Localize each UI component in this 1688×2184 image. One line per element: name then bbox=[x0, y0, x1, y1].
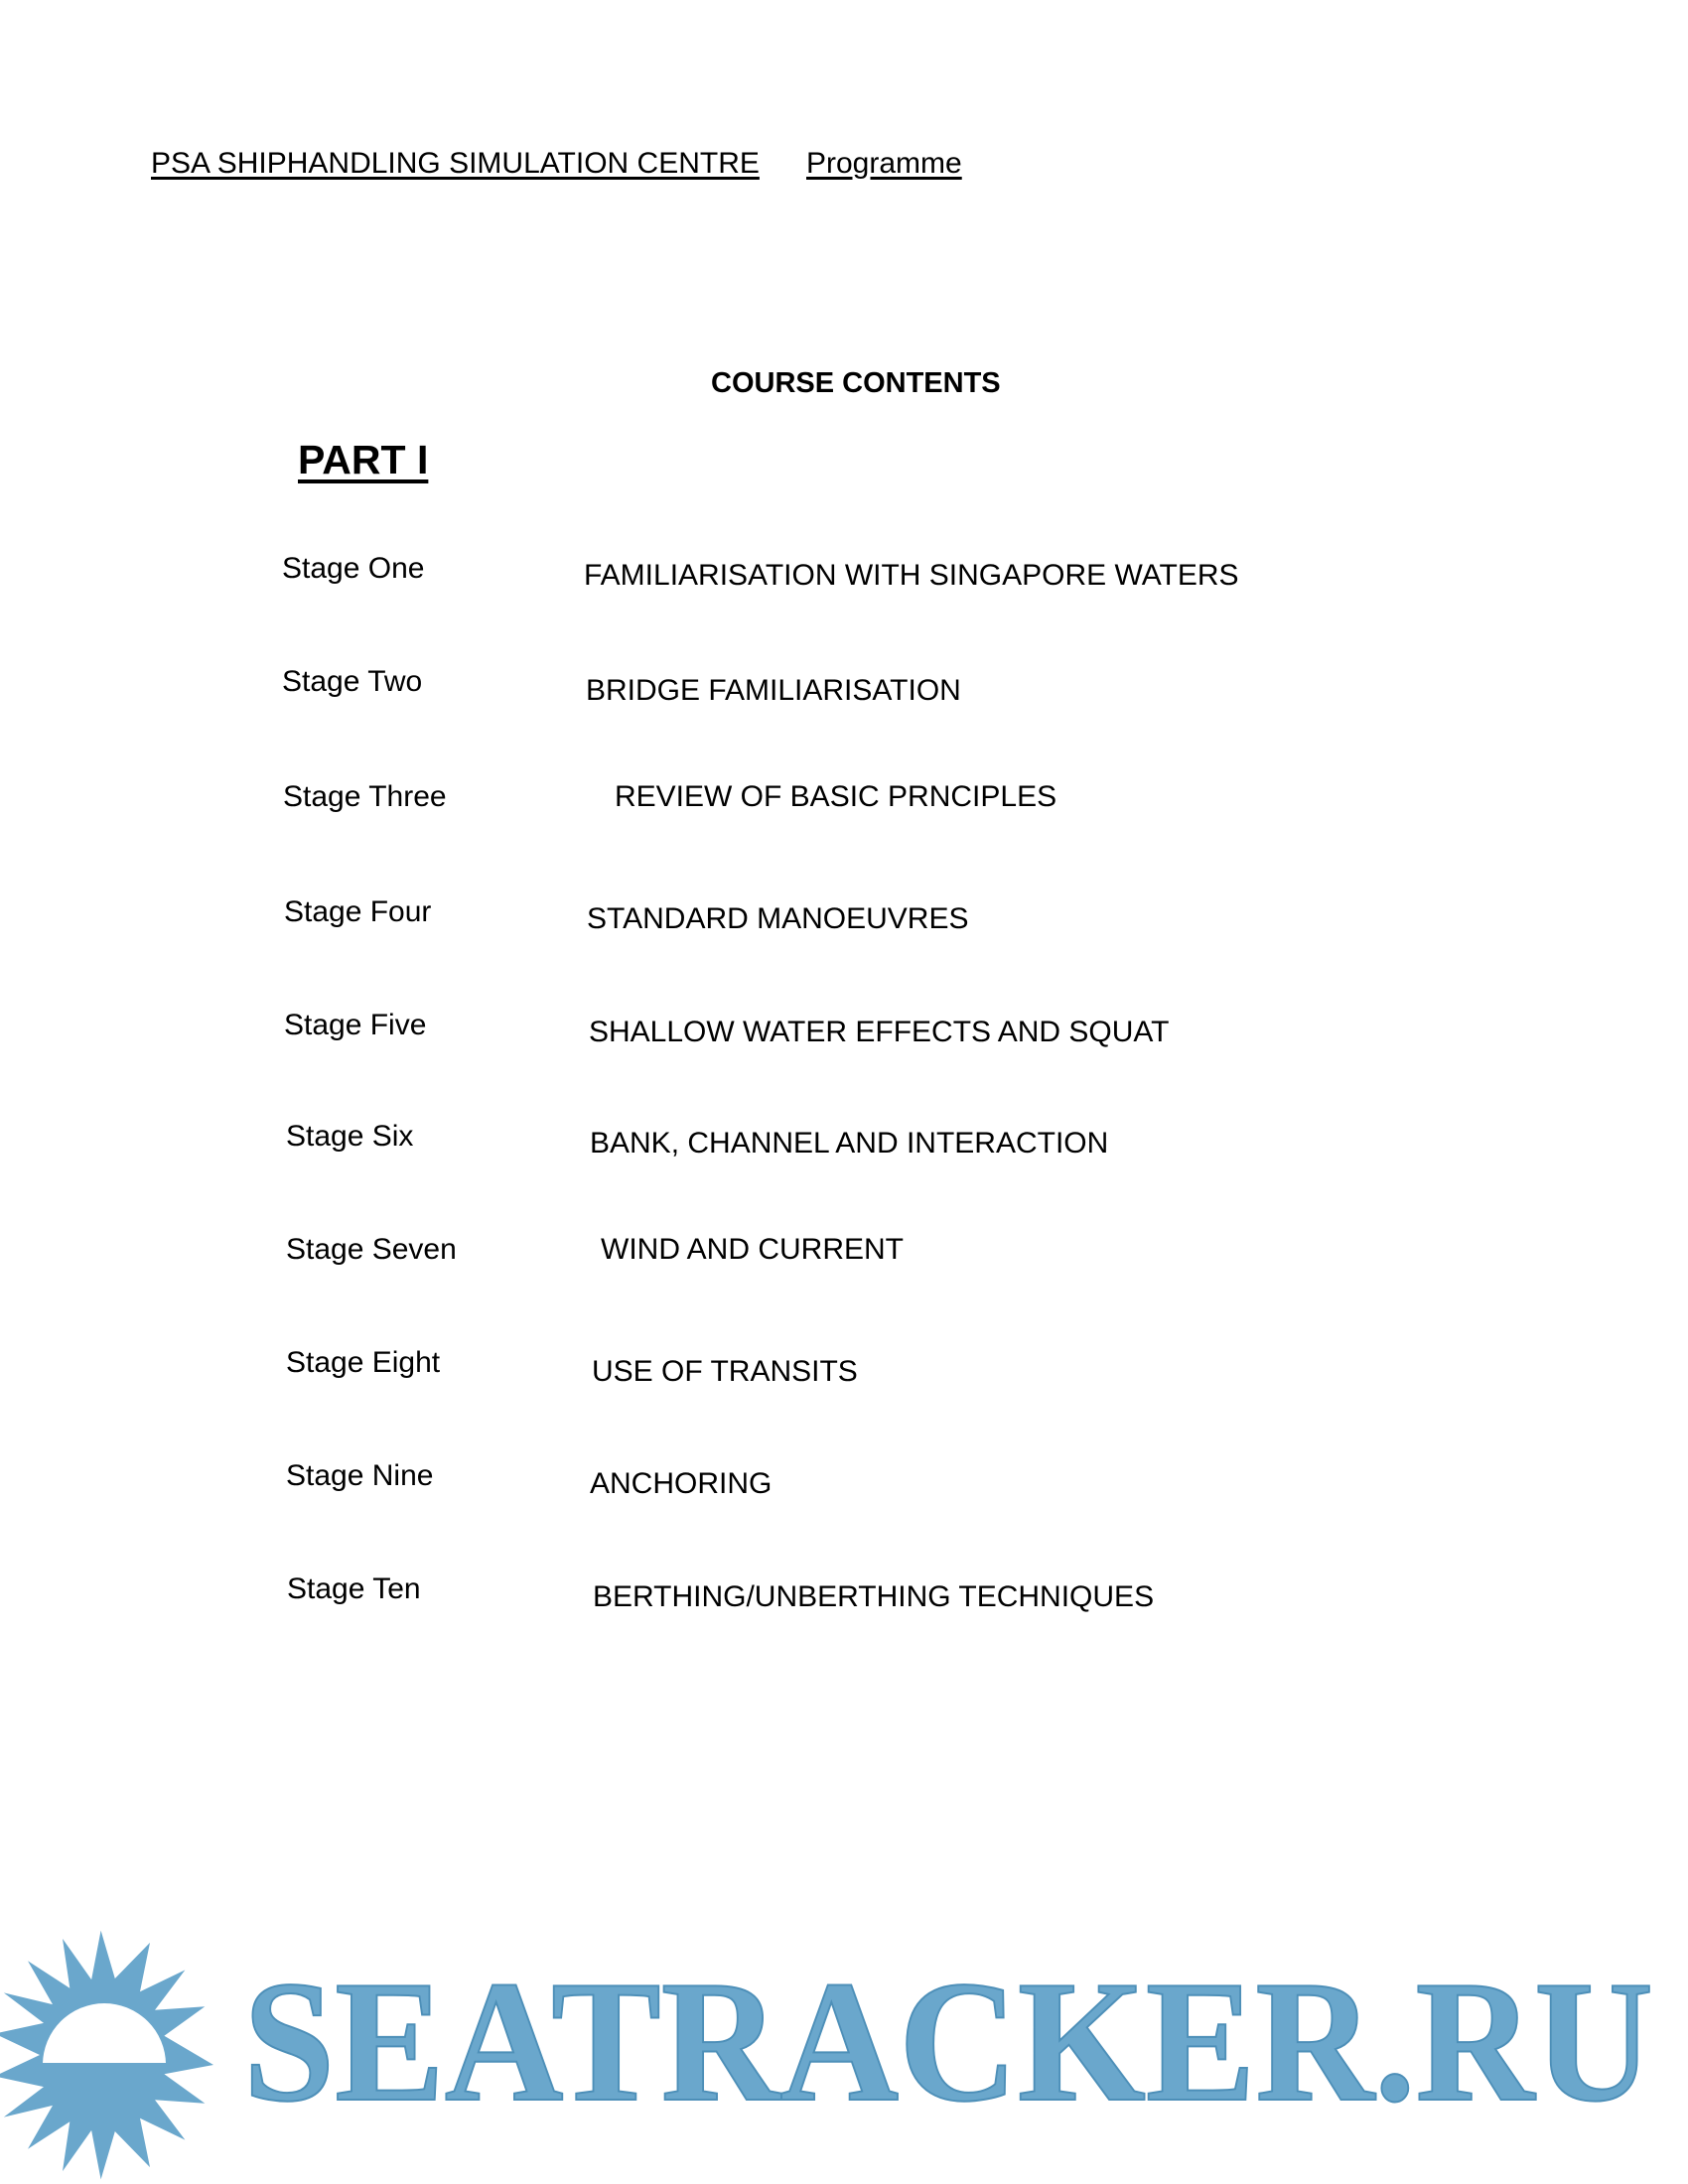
stage-label: Stage Three bbox=[283, 780, 447, 813]
stage-label: Stage One bbox=[282, 552, 425, 585]
stage-title: USE OF TRANSITS bbox=[592, 1355, 858, 1388]
stage-title: BERTHING/UNBERTHING TECHNIQUES bbox=[593, 1580, 1155, 1613]
stage-title: SHALLOW WATER EFFECTS AND SQUAT bbox=[589, 1016, 1170, 1048]
stage-label: Stage Two bbox=[282, 665, 423, 698]
stage-title: ANCHORING bbox=[590, 1467, 773, 1500]
stage-title: BRIDGE FAMILIARISATION bbox=[586, 674, 961, 707]
stage-label: Stage Six bbox=[286, 1120, 414, 1153]
stage-label: Stage Eight bbox=[286, 1346, 441, 1379]
sun-icon bbox=[0, 1931, 248, 2180]
course-contents-title: COURSE CONTENTS bbox=[711, 367, 1001, 399]
programme-header: Programme bbox=[806, 147, 962, 180]
stage-label: Stage Seven bbox=[286, 1233, 457, 1266]
watermark-text: SEATRACKER.RU bbox=[243, 1945, 1653, 2137]
stage-title: BANK, CHANNEL AND INTERACTION bbox=[590, 1127, 1109, 1160]
stage-title: WIND AND CURRENT bbox=[601, 1233, 904, 1266]
seatracker-watermark bbox=[0, 1926, 1688, 2184]
part-title: PART I bbox=[298, 437, 429, 482]
stage-label: Stage Four bbox=[284, 895, 432, 928]
stage-label: Stage Nine bbox=[286, 1459, 434, 1492]
stage-label: Stage Five bbox=[284, 1009, 427, 1041]
stage-title: REVIEW OF BASIC PRNCIPLES bbox=[615, 780, 1057, 813]
stage-label: Stage Ten bbox=[287, 1572, 421, 1605]
stage-title: STANDARD MANOEUVRES bbox=[587, 902, 969, 935]
organization-header: PSA SHIPHANDLING SIMULATION CENTRE bbox=[151, 147, 760, 180]
stage-title: FAMILIARISATION WITH SINGAPORE WATERS bbox=[584, 559, 1239, 592]
